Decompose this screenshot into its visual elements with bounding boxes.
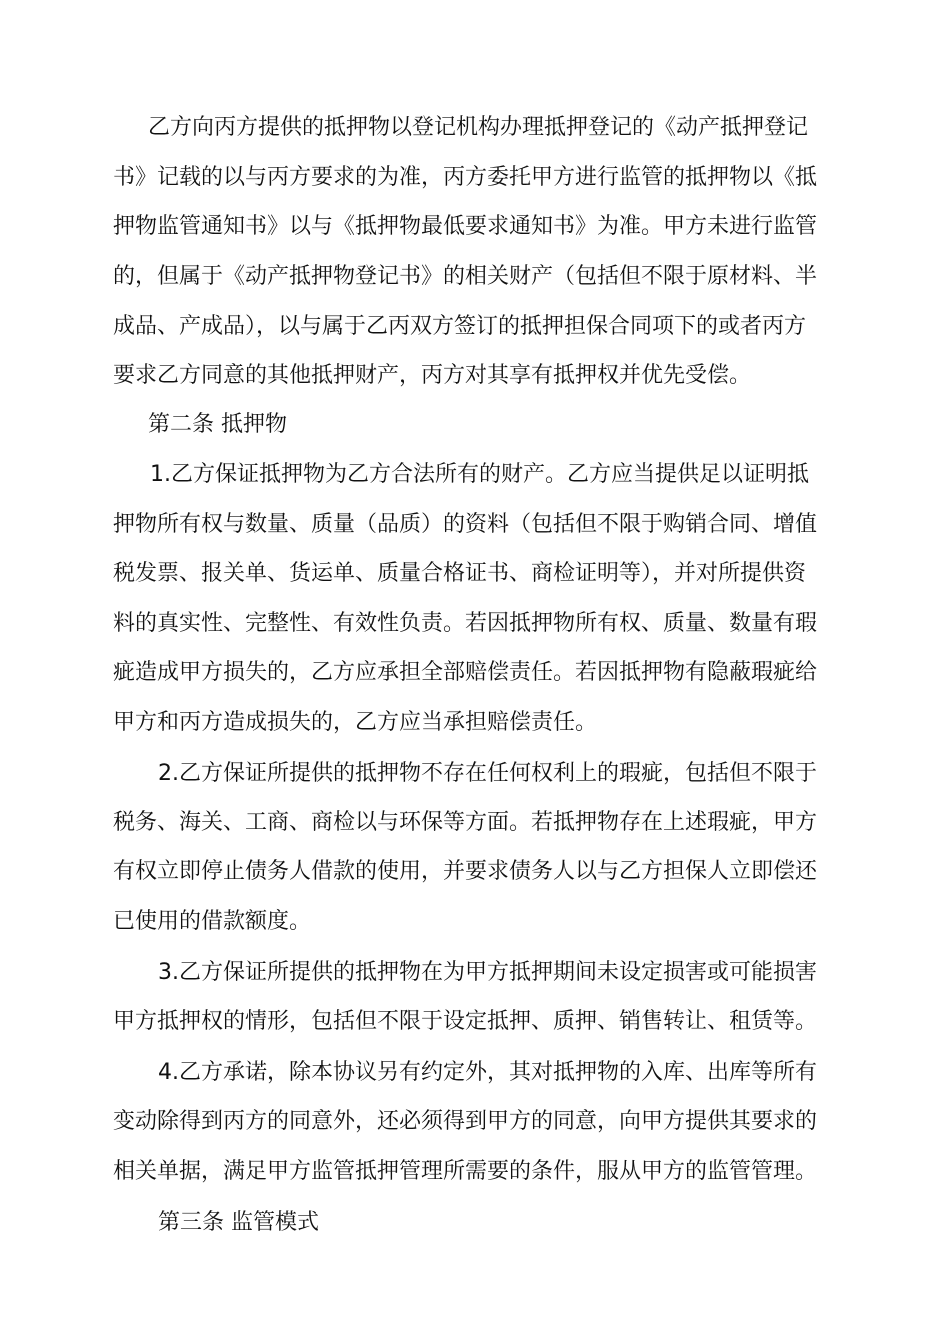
text-line: 2.乙方保证所提供的抵押物不存在任何权利上的瑕疵，包括但不限于	[158, 761, 817, 786]
text-line: 4.乙方承诺，除本协议另有约定外，其对抵押物的入库、出库等所有	[158, 1060, 817, 1085]
text-line: 甲方抵押权的情形，包括但不限于设定抵押、质押、销售转让、租赁等。	[113, 1009, 818, 1034]
text-line: 已使用的借款额度。	[113, 909, 312, 934]
text-line: 押物监管通知书》以与《抵押物最低要求通知书》为准。甲方未进行监管	[113, 214, 818, 239]
text-line: 税发票、报关单、货运单、质量合格证书、商检证明等），并对所提供资	[113, 561, 807, 586]
text-line: 3.乙方保证所提供的抵押物在为甲方抵押期间未设定损害或可能损害	[158, 960, 817, 985]
text-line: 乙方向丙方提供的抵押物以登记机构办理抵押登记的《动产抵押登记	[148, 115, 809, 140]
section-heading: 第三条 监管模式	[158, 1210, 319, 1235]
text-line: 相关单据，满足甲方监管抵押管理所需要的条件，服从甲方的监管管理。	[113, 1159, 818, 1184]
text-line: 1.乙方保证抵押物为乙方合法所有的财产。乙方应当提供足以证明抵	[150, 462, 809, 487]
text-line: 料的真实性、完整性、有效性负责。若因抵押物所有权、质量、数量有瑕	[113, 611, 818, 636]
text-line: 税务、海关、工商、商检以与环保等方面。若抵押物存在上述瑕疵，甲方	[113, 810, 818, 835]
section-heading: 第二条 抵押物	[148, 412, 287, 437]
text-line: 变动除得到丙方的同意外，还必须得到甲方的同意，向甲方提供其要求的	[113, 1109, 818, 1134]
text-line: 书》记载的以与丙方要求的为准，丙方委托甲方进行监管的抵押物以《抵	[113, 165, 818, 190]
text-line: 的，但属于《动产抵押物登记书》的相关财产（包括但不限于原材料、半	[113, 264, 818, 289]
text-line: 甲方和丙方造成损失的，乙方应当承担赔偿责任。	[113, 710, 598, 735]
text-line: 疵造成甲方损失的，乙方应承担全部赔偿责任。若因抵押物有隐蔽瑕疵给	[113, 660, 818, 685]
text-line: 要求乙方同意的其他抵押财产，丙方对其享有抵押权并优先受偿。	[113, 363, 752, 388]
text-line: 成品、产成品），以与属于乙丙双方签订的抵押担保合同项下的或者丙方	[113, 314, 807, 339]
text-line: 有权立即停止债务人借款的使用，并要求债务人以与乙方担保人立即偿还	[113, 859, 818, 884]
text-line: 押物所有权与数量、质量（品质）的资料（包括但不限于购销合同、增值	[113, 512, 818, 537]
